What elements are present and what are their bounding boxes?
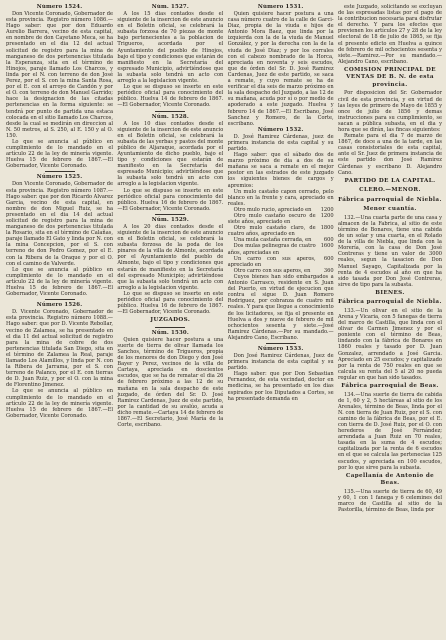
- notice-paragraph: Lo que se dispuso se inserte en este periódico oficial para conocimiento del público. Huelva 14 de febrero de 1867.—El Gobernador, Vicente Coronado.: [117, 84, 224, 109]
- appraisal-row: [228, 225, 334, 237]
- section-heading: Fábrica parroquial de Niebla.: [338, 196, 442, 203]
- appraisal-item: Una mula castaña cerrada, en: [233, 237, 312, 244]
- notice-paragraph: Lo que se anuncia al público en cumplimiento de lo mandado en el artículo 22 de la ley de minería vigente. Huelva 15 de febrero de 1867.—El Gobernador, Vicente Coronado.: [6, 266, 113, 298]
- section-heading: COMISION PRINCIPAL DE VENTAS DE B. N. de esta provincia.: [344, 66, 436, 88]
- notice-paragraph: 134.—Una suerte de tierra de cabida de 1, 60 y 2, 5 hectáreas al sitio de los Arenales, término de Beas, linda por el N. con tierra de Juan Ruiz, por el S. con camino de la fábrica de Beas, por el E. con tierra de D. José Ruiz, por el O. con herederos de José Fernández; arrendada a Juan Ruiz en 70 reales, tasada en la suma de 4 escudos; capitalizada por la renta de 6 escudos en el que se calcula las pertenecias 125 escudos, y apreciada en 100 escudos, por lo que sirve para la subasta.: [337, 391, 442, 471]
- notice-number-heading: Núm. 1527.: [151, 4, 189, 10]
- appraisal-list: [228, 207, 334, 274]
- section-heading: JUZGADOS.: [150, 317, 191, 324]
- notice-paragraph: Don Vicente Coronado, Gobernador de esta provincia. Registro número 1087.—Hago saber: que por don Ricardo Alvarez Garcia, vecino de esta capital, en nombre de don Miguel Ruiz, se ha presentado en el dia 14 del actual solicitud de registro para la mina de manganeso de dos pertenencias titulada la Rosario, sita en el término de Calañas, paraje llamado El Gato y linda por N. con la mina Concepcion, por el S. con terreno de don Pedro Gomez, por el E. con la Ribera de la Oraque y por el O. con el camino de Valverde.: [6, 181, 113, 267]
- appraisal-row: [228, 213, 334, 225]
- notice-paragraph: Don Vicente Coronado, Gobernador de esta provincia. Registro número 1086.—Hago saber: que por don Eduardo Aurelio Barrera, vecino de esta capital, en nombre de don Cayetano Meca, se ha presentado en el dia 12 del actual solicitud de registro para la mina de manganeso de dos pertenencias titulada la Esperanza, sita en el término de Hinojos, paraje llamado Los Charcos, y linda por el N. con terreno de don José Perez, por el S. con la mina Santa Rosa, por el E. con el arroyo de Candón y por el O. con terreno de don Manuel Garrido; hace la designacion de las citadas pertenencias en la forma siguiente: se tendrá por punto de partida una estaca colocada en el sitio llamado Los Charcos, desde la cual se medirán en direccion al N. 50 metros, al S. 250, al E. 150 y al O. 150.: [6, 11, 113, 139]
- notice-number-heading: Número 1524.: [36, 4, 83, 10]
- separator-rule: [155, 214, 185, 215]
- appraisal-value: 600: [323, 255, 334, 262]
- notice-number-heading: Núm. 1529.: [151, 216, 189, 223]
- notice-number-heading: Número 1532.: [257, 126, 304, 133]
- notice-number-heading: Núm. 1530.: [151, 329, 189, 336]
- notice-paragraph: 135.—Una suerte de tierra de 60, 49 y 60, 1 con 1 fanega y 6 celemines del marco de Castilla al sitio de la Pastorilla, término de Beas, linda por: [337, 488, 442, 513]
- notice-paragraph: Lo que se dispuso se inserte en este periódico oficial para conocimiento del público. Huelva 16 de febrero de 1867.—El Gobernador, Vicente Coronado.: [117, 187, 224, 212]
- section-heading: CLERO.—MENOR.: [359, 187, 421, 194]
- notice-paragraph: 133.—Un olivar en el sitio de la Arena y Vicaria, con 5 fanegas de tierra del marco de Castilla, que linda con el olivar de Carmen Jimenez y por el poniente con el término de Beas, lindando con la fábrica de Bonares en 1860 reales y tasado por D. Juan Gonzalez, arrendado a José Garcia. Apreciado en 25 escudos; y capitalizado por la renta de 750 reales en que se calcula su renta del 5 al 20 no pueda regular en que han sido tasados.: [337, 307, 442, 381]
- notice-number-heading: Número 1533.: [257, 345, 304, 352]
- separator-rule: [45, 299, 75, 300]
- appraisal-item: Dos mulas pelinegras de cuatro años, apreciadas en: [227, 243, 316, 256]
- column-3: [228, 4, 334, 640]
- section-heading: BIENES.: [375, 289, 405, 296]
- column-1: [6, 4, 113, 640]
- notice-number-heading: Núm. 1528.: [151, 113, 189, 120]
- notice-paragraph: A los 15 dias contados desde el siguiente de la insercion de este anuncio en el Boletin oficial, se celebrará la subasta forzosa de 70 piezas de monte bajo pertenecientes a la poblacion de Trigueros, acordada por el Ayuntamiento del pueblo de Hinojos, bajo el tipo y condiciones que estarán de manifiesto en la Secretaría del espresado Municipio, advirtiéndose que la subasta solo tendrá un acto con arreglo a la legislacion vigente.: [117, 11, 224, 85]
- appraisal-item: Otro mulo castaño claro, de cuatro años, apreciado en: [227, 225, 316, 238]
- notice-paragraph: A los 20 dias contados desde el siguiente de la insercion de este anuncio en el Boletin oficial, se celebrará la subasta forzosa de la poda de los pinares de la villa de Almonte, acordada por el Ayuntamiento del pueblo de Almonte, bajo el tipo y condiciones que estarán de manifiesto en la Secretaría del espresado Municipio; advirtiéndose que la subasta solo tendrá un acto con arreglo a la legislacion vigente.: [117, 223, 224, 291]
- appraisal-value: 1200: [320, 213, 334, 219]
- notice-paragraph: Hago saber: que por Don Sebastian Fernandez, de esta vecindad, doctor en medicina, se ha presentado en los dias espirados por los Diputados a Cortes, se ha presentado demanda en: [227, 371, 334, 402]
- notice-number-heading: Número 1526.: [36, 302, 83, 309]
- appraisal-row: [228, 256, 334, 268]
- separator-rule: [266, 343, 296, 344]
- separator-rule: [155, 111, 185, 112]
- notice-paragraph: Lo que se anuncia al público en cumplimiento de lo mandado en el artículo 22 de la ley de minería vigente. Huelva 15 de febrero de 1867.—El Gobernador, Vicente Coronado.: [6, 138, 113, 170]
- appraisal-value: 600: [323, 237, 334, 244]
- notice-paragraph: Por disposicion del Sr. Gobernador civil de esta provincia, y en virtud de las leyes de primero de Mayo de 1855 y once de julio de 1856 y demas instrucciones para su cumplimiento, se sacan a pública subasta, en el dia y hora que se dirán, las fincas siguientes:: [337, 90, 442, 133]
- notice-paragraph: Lo que se dispuso se inserte en este periódico oficial para conocimiento del público. Huelva 16 de febrero de 1867.—El Gobernador, Vicente Coronado.: [117, 290, 224, 316]
- notice-paragraph: Cuyos bienes han sido embargados a Antonio Carrasco, residente en S. Juan del Puerto, en virtud de ejecucion que contra el sigue D. Juan Romero Rodriguez, por cobranza de cuatro mil reales. Y para que llegue a conocimiento de los licitadores, se fija el presente en Huelva a dos y nueve de febrero de mil ochocientos sesenta y siete.—José Ramirez Cárdenas.—Por su mandado.—Alejandro Cano, Escribano.: [227, 273, 334, 341]
- appraisal-item: Otro carro con sus aperos, en: [233, 267, 311, 274]
- notice-paragraph: Remate para el dia 7 de marzo de 1867, de doce a una de la tarde, en las casas consistoriales de esta capital, ante el Sr. Juez de primera instancia de este partido don José Ramirez Cárdenas y escribano D. Alejandro Cano.: [337, 133, 442, 176]
- appraisal-value: 1200: [320, 206, 334, 213]
- notice-paragraph: D. José Ramirez Cárdenas, juez de primera instancia de esta capital y su partido.: [227, 133, 334, 152]
- appraisal-value: 1800: [320, 225, 334, 232]
- notice-paragraph: Quien quisiere hacer postura a una suerte de tierra de olivar llamada los Sanchos, término de Trigueros, propia de los menores de don Diego y don José Bayer y Perez, vecinos de la villa de Cartaya, apreciada en doscientos escudos, que se ha de rematar el dia 26 de febrero próximo a las 12 de su mañana en la sala despacho de este juzgado, de órden del Sr. D. José Ramirez Cardenas, Juez de este partido, por la cantidad de su avalúo, acuda a dicho remate.—Cartaya 14 de febrero de 1867.—El Secretario, José María de la Corte, escribano.: [117, 336, 224, 429]
- appraisal-value: 1600: [320, 243, 334, 250]
- notice-paragraph: Don José Ramirez Cárdenas, Juez de primera instancia de esta capital y su partido.: [227, 352, 334, 372]
- notice-number-heading: Número 1531.: [257, 4, 304, 10]
- notice-paragraph: este Juzgado, solicitando se excluyan de las espresadas listas por el pago de la contribucion necesaria para disfrutar el derecho. Y para los efectos que previenen los artículos 27 y 28 de la ley electoral de 18 de julio de 1865, se fija el presente edicto en Huelva a quince de febrero de mil ochocientos sesenta y siete.—Ramirez.—Por su mandado.—Alejandro Cano, escribano.: [337, 4, 442, 65]
- notice-number-heading: Número 1525.: [36, 174, 83, 181]
- notice-paragraph: A los 10 dias contados desde el siguiente de la insercion de este anuncio en el Boletin oficial, se celebrará la subasta de las yerbas y pastos del monte público de Aljaraque, acordada por el Ayuntamiento de dicho pueblo, bajo el tipo y condiciones que estarán de manifiesto en la Secretaría del espresado Municipio; advirtiéndose que la subasta solo tendrá un acto con arreglo a la legislacion vigente.: [117, 120, 224, 188]
- section-heading: Menor cuantía.: [363, 206, 417, 213]
- appraisal-value: 360: [323, 267, 334, 274]
- appraisal-row: [228, 243, 334, 255]
- column-4: [338, 4, 442, 640]
- appraisal-item: Un carro con sus aperos, apreciado en: [227, 255, 316, 268]
- notice-paragraph: Lo que se anuncia al público en cumplimiento de lo mandado en el artículo 22 de la ley de minería vigente. Huelva 15 de febrero de 1867.—El Gobernador, Vicente Coronado.: [6, 388, 113, 419]
- section-heading: Fábrica parroquial de Niebla.: [338, 299, 442, 306]
- notice-paragraph: Un mulo castaño capon cerrado, pelo blanco en la frente y cara, apreciado en reales.: [227, 188, 334, 207]
- column-2: [117, 4, 223, 640]
- section-heading: PARTIDO DE LA CAPITAL.: [344, 177, 436, 184]
- notice-paragraph: D. Vicente Coronado, Gobernador de esta provincia. Registro número 1088.—Hago saber: que por D. Vicente Rebollar, vecino de Zalamea, se ha presentado en el dia 11 del actual solicitud de registro para la mina de cobre de dos pertenencias titulada San Diego, sita en el término de Zalamea la Real, paraje llamado Los Alamillos, y linda por N. con la Ribera de Jarrama, por el S. con terreno de Palanco, por el E. con tierras de D. Juan Ruiz, y por el O. con la mina de Florentino Jimenez.: [6, 309, 113, 389]
- section-heading: Capellanía de Antonio de Beas.: [345, 472, 435, 487]
- columns: [6, 4, 442, 640]
- notice-paragraph: 132.—Una cuarta parte de una casa y almacen de la Fabrica, al sitio de este término de Bonares, tiene una cabida de un solar y una cuarta, en el Rolado de la villa de Niebla, que linda con la Morería, con la casa de Don José Contreras y tiene un valor de 3000 reales, segun la tasacion de Don Manuel Sayago, Capitalizada por la renta de 4 escudos al año en que ha sido tasada por Don José Contreras, sirve de tipo para la subasta.: [337, 214, 442, 288]
- notice-paragraph: Hago saber: que el sábado dos de marzo próximo de dia a dos de su mañana se saca a remate en el mejor postor en las estrados de este juzgado los siguientes bienes de cargos y apremios:: [227, 152, 334, 189]
- section-heading: Fábrica parroquial de Beas.: [341, 383, 439, 389]
- notice-paragraph: Quien quisiere hacer postura a una casa número cuatro de la calle de Garci-Diaz, propia de la viuda e hijos de Antonio Mora Baez, que linda por la izquierda con la de la viuda de Manuel González, y por la derecha con la de la viuda de José Diaz; y por los corrales con el cabezo nombrado de la Horca, apreciada en noventa y seis escudos, que de órden del Sr. D. José Ramirez Cardenas, Juez de este partido, se saca a remate, y cuyo remate se ha de verificar el dia seis de marzo próximo en la sala despacho del Juzgado, a las 12 de su mañana, acuda por sí o por medio de apoderado a este juzgado. Huelva y febrero 14 de 1867.—El Escribano, José Sanchez y Romero, de la Corte, escribano.: [227, 11, 334, 127]
- separator-rule: [45, 171, 75, 172]
- separator-rule: [155, 327, 185, 328]
- appraisal-item: Otro mulo castaño oscuro de siete años, apreciado en: [227, 213, 316, 226]
- appraisal-item: Otro mulo rucio, apreciado en: [233, 206, 312, 213]
